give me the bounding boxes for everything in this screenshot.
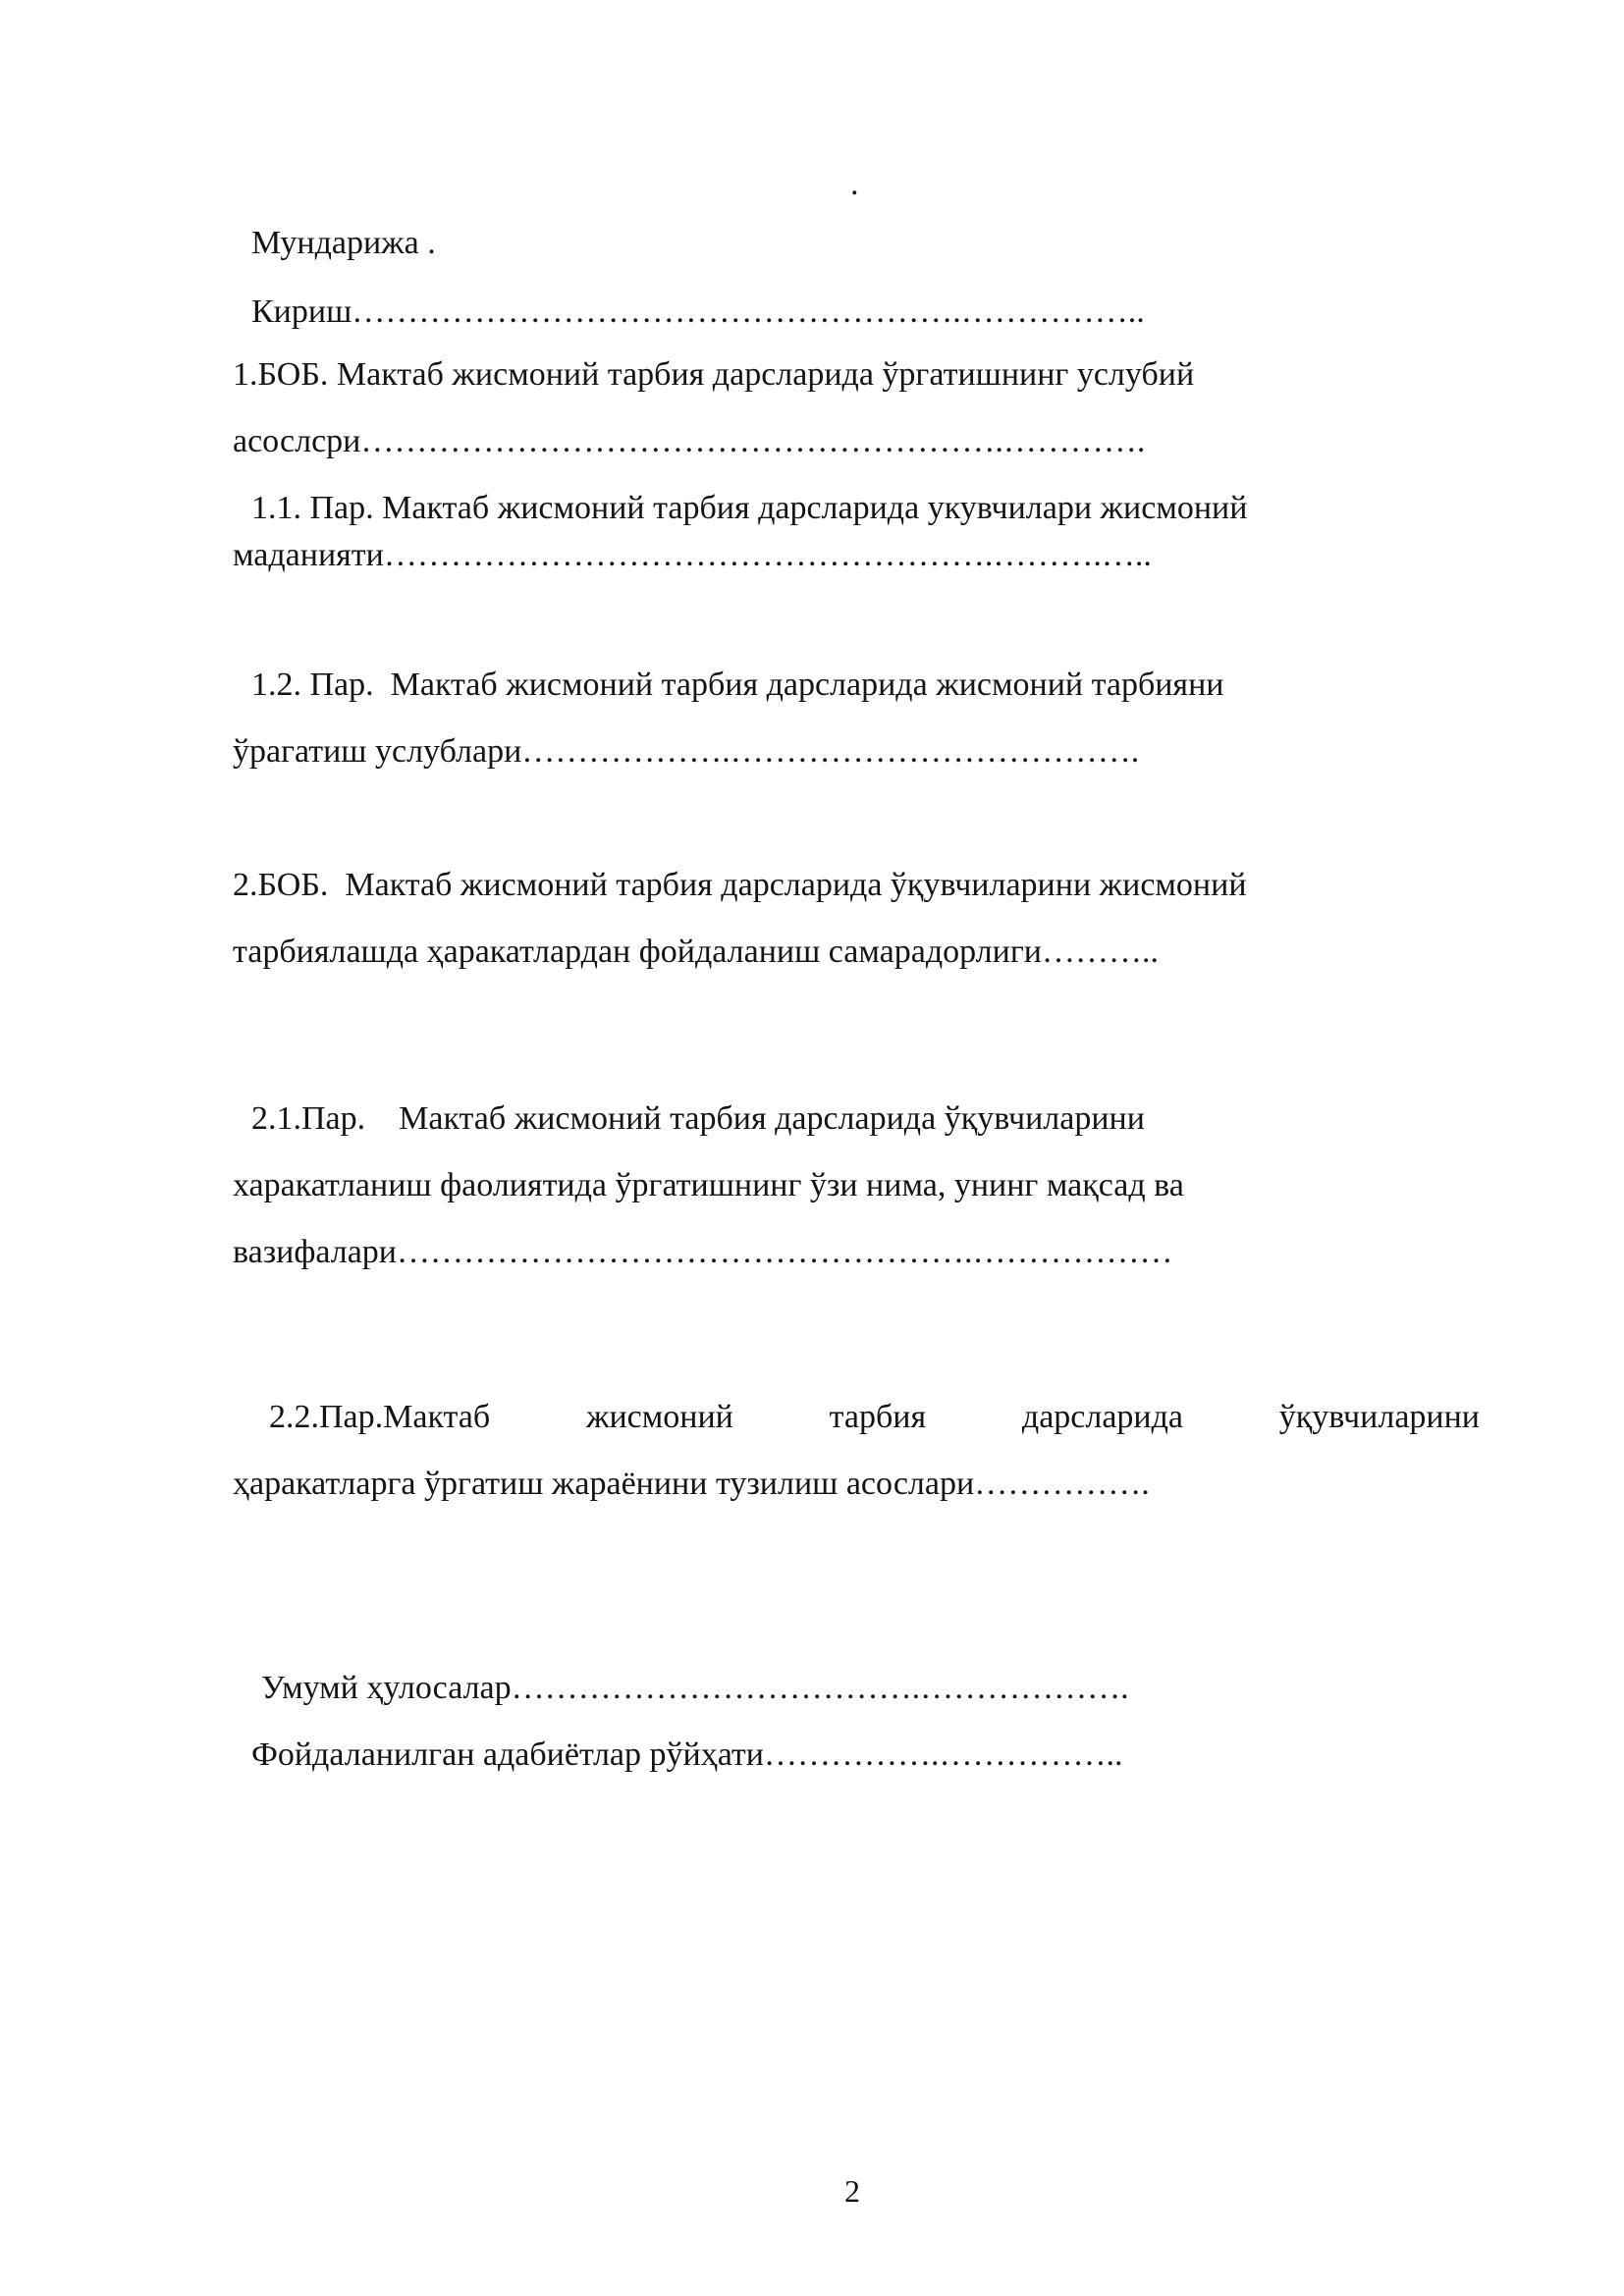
toc-entry-1-2-line2: ўрагатиш услублари……………….………………………………. bbox=[233, 733, 1140, 770]
toc-entry-2-2-line2: ҳаракатларга ўргатиш жараёнини тузилиш асослари……………. bbox=[233, 1466, 1150, 1502]
toc-entry-1-2-line1: 1.2. Пар. Мактаб жисмоний тарбия дарсларида жисмоний тарбияни bbox=[251, 667, 1224, 703]
toc-heading: Мундарижа . bbox=[251, 225, 436, 261]
toc-entry-2-1-line2: харакатланиш фаолиятида ўргатишнинг ўзи нима, унинг мақсад ва bbox=[233, 1167, 1184, 1203]
toc-entry-chapter2-line2: тарбиялашда ҳаракатлардан фойдаланиш самарадорлиги……….. bbox=[233, 934, 1159, 970]
toc-entry-2-1-line1: 2.1.Пар. Мактаб жисмоний тарбия дарсларида ўқувчиларини bbox=[251, 1100, 1145, 1137]
toc-entry-1-1-line1: 1.1. Пар. Мактаб жисмоний тарбия дарсларида укувчилари жисмоний bbox=[251, 490, 1248, 526]
toc-word: тарбия bbox=[829, 1399, 927, 1435]
toc-word: жисмоний bbox=[585, 1399, 733, 1435]
toc-entry-references: Фойдаланилган адабиётлар рўйҳати…………….…………….. bbox=[251, 1736, 1123, 1773]
toc-entry-chapter1-line2: асослсри………………………………………………….…………. bbox=[233, 423, 1146, 459]
toc-entry-1-1-line2: маданияти……………………………………………….……….….. bbox=[233, 537, 1152, 573]
toc-entry-conclusions: Умумй ҳулосалар……………………………….………………. bbox=[261, 1670, 1129, 1706]
toc-entry-2-1-line3: вазифалари…………………………………………….……………… bbox=[233, 1234, 1173, 1270]
toc-word: ўқувчиларини bbox=[1278, 1399, 1480, 1435]
toc-entry-chapter1-line1: 1.БОБ. Мактаб жисмоний тарбия дарсларида ўргатишнинг услубий bbox=[233, 356, 1195, 393]
toc-entry-2-2-line1 bbox=[269, 1398, 1480, 1437]
toc-entry-intro: Кириш……………………………………………….…………….. bbox=[251, 294, 1145, 330]
toc-entry-chapter2-line1: 2.БОБ. Мактаб жисмоний тарбия дарсларида ўқувчиларини жисмоний bbox=[233, 867, 1247, 903]
page-number: 2 bbox=[844, 2173, 860, 2209]
toc-word: дарсларида bbox=[1021, 1399, 1184, 1435]
top-mark: . bbox=[850, 166, 859, 202]
toc-word: 2.2.Пар.Мактаб bbox=[269, 1399, 491, 1435]
